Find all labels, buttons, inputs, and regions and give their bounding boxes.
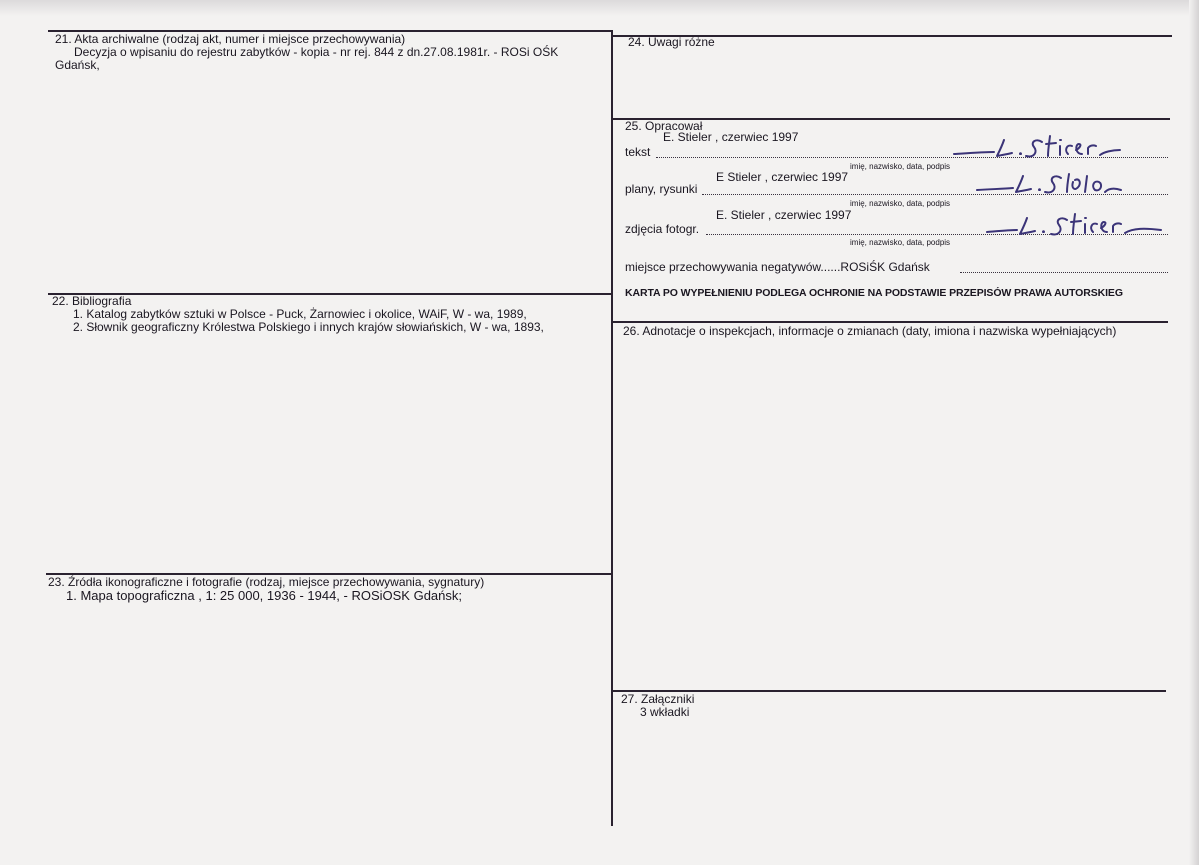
author-text-caption: imię, nazwisko, data, podpis	[850, 162, 951, 171]
author-drawings-value: E Stieler , czerwiec 1997	[716, 170, 849, 184]
author-photos-value: E. Stieler , czerwiec 1997	[716, 208, 852, 222]
section-25-heading: 25. Opracował	[625, 119, 703, 133]
rule-26	[612, 321, 1168, 323]
bibliography-item: 2. Słownik geograficzny Królestwa Polskiego i innych krajów słowiańskich, W - wa, 1893,	[73, 320, 544, 334]
rule-27	[612, 690, 1166, 692]
signature-text	[950, 128, 1130, 162]
attachments-count: 3 wkładki	[640, 705, 690, 719]
section-24-heading: 24. Uwagi różne	[628, 35, 715, 49]
author-drawings-label: plany, rysunki	[625, 182, 698, 196]
author-photos-caption: imię, nazwisko, data, podpis	[850, 238, 951, 247]
author-text-label: tekst	[625, 145, 651, 159]
scan-edge-top	[0, 0, 1199, 16]
section-21-line1: Decyzja o wpisaniu do rejestru zabytków - kopia - nr rej. 844 z dn.27.08.1981r. - ROSi OŚK	[74, 45, 559, 59]
author-photos-label: zdjęcia fotogr.	[625, 222, 700, 236]
negatives-dots	[960, 272, 1168, 273]
scan-edge-right	[1189, 0, 1199, 865]
section-27-heading: 27. Załączniki	[621, 692, 695, 706]
rule-22	[48, 293, 613, 295]
author-text-value: E. Stieler , czerwiec 1997	[663, 130, 799, 144]
section-21-line2: Gdańsk,	[55, 58, 100, 72]
vertical-divider	[611, 30, 613, 826]
iconography-item: 1. Mapa topograficzna , 1: 25 000, 1936 - 1944, - ROSiOSK Gdańsk;	[66, 588, 463, 603]
author-drawings-caption: imię, nazwisko, data, podpis	[850, 199, 951, 208]
signature-photos	[985, 206, 1165, 240]
copyright-notice: KARTA PO WYPEŁNIENIU PODLEGA OCHRONIE NA PODSTAWIE PRZEPISÓW PRAWA AUTORSKIEG	[625, 287, 1123, 299]
section-23-heading: 23. Źródła ikonograficzne i fotografie (rodzaj, miejsce przechowywania, sygnatury)	[48, 575, 485, 589]
section-22-heading: 22. Bibliografia	[52, 294, 132, 308]
section-26-heading: 26. Adnotacje o inspekcjach, informacje o zmianach (daty, imiona i nazwiska wypełniających)	[623, 324, 1117, 338]
negatives-location: miejsce przechowywania negatywów......ROSiŚK Gdańsk	[625, 260, 930, 274]
bibliography-item: 1. Katalog zabytków sztuki w Polsce - Puck, Żarnowiec i okolice, WAiF, W - wa, 1989,	[73, 307, 527, 321]
signature-drawings	[975, 168, 1155, 200]
section-21-heading: 21. Akta archiwalne (rodzaj akt, numer i miejsce przechowywania)	[55, 32, 406, 46]
